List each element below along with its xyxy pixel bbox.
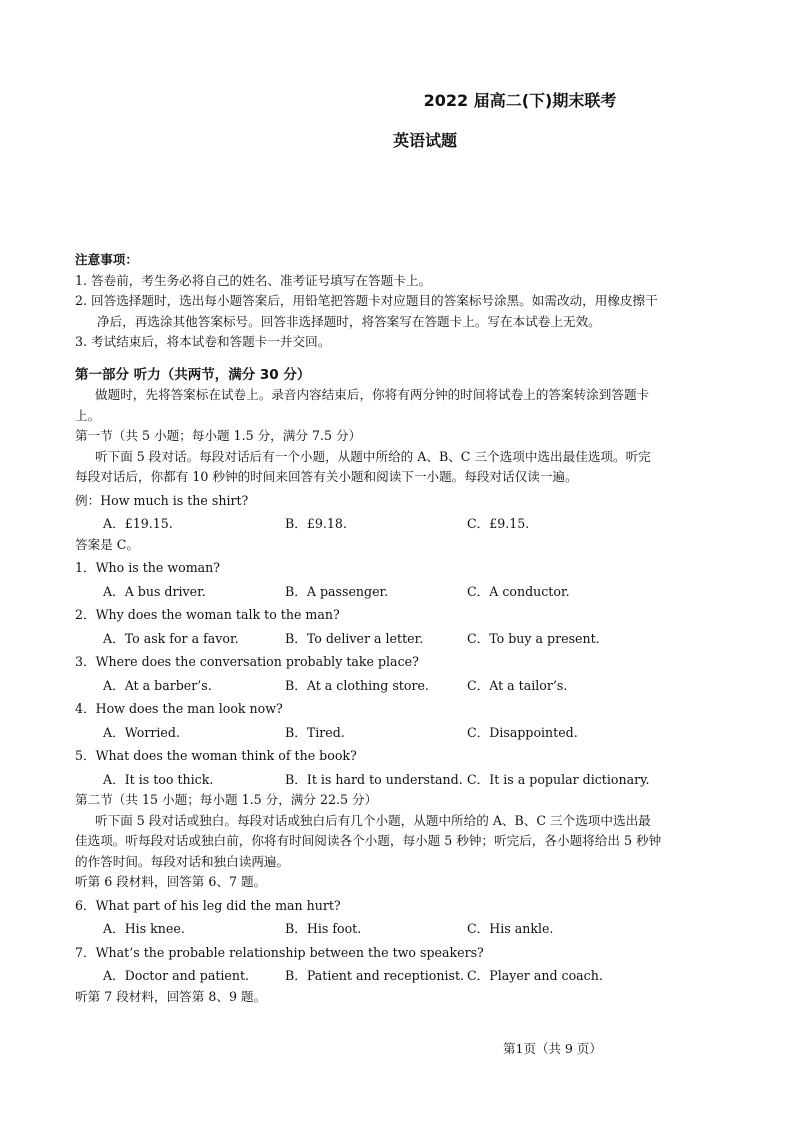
option-a: A．At a barber’s. (103, 677, 212, 693)
question-5: 5．What does the woman think of the book? (75, 748, 357, 763)
option-a: A．To ask for a favor. (103, 630, 239, 646)
question-3-options (75, 676, 720, 697)
notice-item-continued: 净后，再选涂其他答案标号。回答非选择题时，将答案写在答题卡上。写在本试卷上无效。 (97, 313, 601, 329)
option-c: C．Disappointed. (467, 724, 578, 740)
section2-instructions: 听下面 5 段对话或独白。每段对话或独白后有几个小题，从题中所给的 A、B、C 三个选项中选出最 (95, 812, 651, 828)
example-options (75, 514, 720, 535)
page-number: 第1页（共 9 页） (503, 1041, 602, 1056)
option-a: A．It is too thick. (103, 771, 214, 787)
notice-heading: 注意事项： (75, 252, 138, 267)
question-7: 7．What’s the probable relationship between the two speakers? (75, 944, 484, 960)
exam-title: 2022 届高二(下)期末联考 (423, 91, 617, 110)
notice-item: 1. 答卷前，考生务必将自己的姓名、准考证号填写在答题卡上。 (75, 272, 432, 288)
option-b: B．A passenger. (285, 583, 389, 599)
option-c: C．A conductor. (467, 583, 570, 599)
question-6-options (75, 919, 720, 940)
section1-instructions: 听下面 5 段对话。每段对话后有一个小题，从题中所给的 A、B、C 三个选项中选出最佳选项。听完 (95, 448, 651, 464)
material-7-label: 听第 7 段材料，回答第 8、9 题。 (75, 988, 267, 1004)
notice-item: 3. 考试结束后，将本试卷和答题卡一并交回。 (75, 334, 331, 349)
option-b: B．£9.18. (285, 516, 347, 531)
option-a: A．A bus driver. (103, 583, 206, 599)
question-7-options (75, 966, 720, 987)
notice-item: 2. 回答选择题时，选出每小题答案后，用铅笔把答题卡对应题目的答案标号涂黑。如需改动，用橡皮擦干 (75, 293, 658, 308)
option-c: C．Player and coach. (467, 968, 603, 983)
question-3: 3．Where does the conversation probably take place? (75, 654, 419, 669)
section1-heading: 第一节（共 5 小题；每小题 1.5 分，满分 7.5 分） (75, 428, 362, 443)
question-2: 2．Why does the woman talk to the man? (75, 607, 340, 622)
option-b: B．At a clothing store. (285, 677, 429, 693)
page-body (75, 250, 720, 1007)
option-b: B．To deliver a letter. (285, 630, 424, 646)
question-5-options (75, 770, 720, 791)
section2-heading: 第二节（共 15 小题；每小题 1.5 分，满分 22.5 分） (75, 792, 378, 807)
section2-instructions-continued: 的作答时间。每段对话和独白读两遍。 (75, 853, 290, 869)
option-c: C．£9.15. (467, 516, 530, 531)
part1-intro-continued: 上。 (75, 407, 101, 423)
subject-title: 英语试题 (392, 131, 457, 150)
material-6-label: 听第 6 段材料，回答第 6、7 题。 (75, 874, 267, 889)
question-6: 6．What part of his leg did the man hurt? (75, 897, 341, 913)
option-b: B．Tired. (285, 724, 345, 740)
option-b: B．His foot. (285, 921, 362, 936)
option-c: C．His ankle. (467, 921, 554, 936)
option-b: B．Patient and receptionist. (285, 968, 465, 983)
question-4-options (75, 723, 720, 744)
section2-instructions-continued: 佳选项。听每段对话或独白前，你将有时间阅读各个小题，每小题 5 秒钟；听完后，各小题将给出 5 秒钟 (75, 833, 662, 848)
example-question: 例：How much is the shirt? (75, 492, 249, 508)
option-c: C．To buy a present. (467, 630, 600, 646)
option-a: A．Doctor and patient. (103, 968, 250, 983)
section1-instructions-continued: 每段对话后，你都有 10 秒钟的时间来回答有关小题和阅读下一小题。每段对话仅读一遍。 (75, 469, 578, 484)
option-c: C．At a tailor’s. (467, 677, 568, 693)
option-a: A．Worried. (103, 724, 180, 740)
option-a: A．His knee. (103, 921, 185, 936)
question-4: 4．How does the man look now? (75, 701, 283, 716)
part1-intro: 做题时，先将答案标在试卷上。录音内容结束后，你将有两分钟的时间将试卷上的答案转涂到答题卡 (95, 387, 650, 402)
part1-heading: 第一部分 听力（共两节，满分 30 分） (75, 366, 311, 383)
question-2-options (75, 629, 720, 650)
option-c: C．It is a popular dictionary. (467, 771, 650, 787)
option-b: B．It is hard to understand. (285, 771, 463, 787)
question-1-options (75, 582, 720, 603)
option-a: A．£19.15. (103, 516, 173, 531)
example-answer: 答案是 C。 (75, 536, 140, 552)
question-1: 1．Who is the woman? (75, 560, 221, 575)
